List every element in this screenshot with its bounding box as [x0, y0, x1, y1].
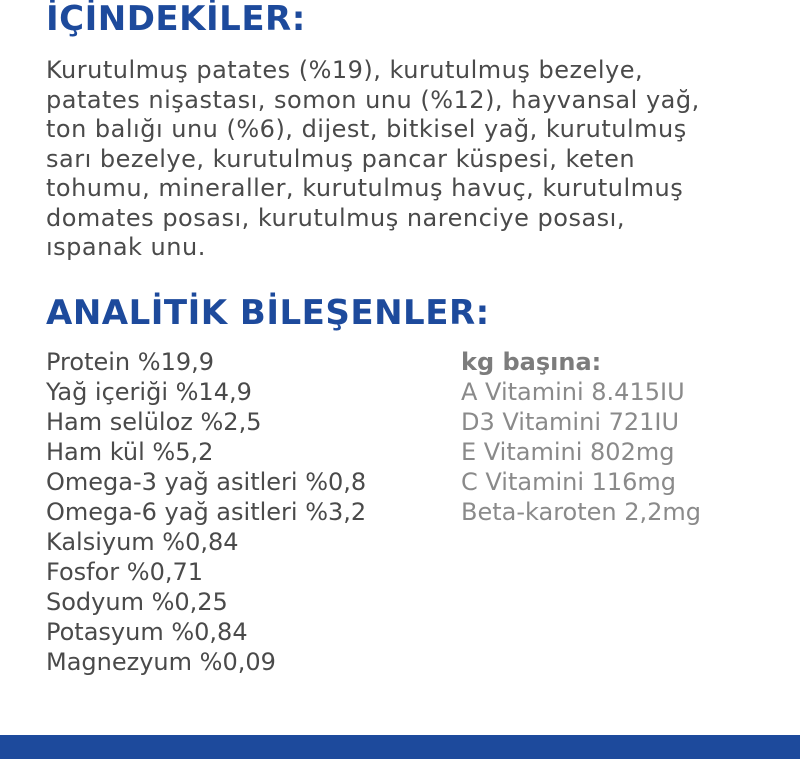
ingredients-line: tohumu, mineraller, kurutulmuş havuç, kurutulmuş — [46, 174, 684, 202]
ingredients-line: sarı bezelye, kurutulmuş pancar küspesi, keten — [46, 144, 636, 173]
analytic-item: Omega-3 yağ asitleri %0,8 — [46, 468, 367, 496]
analytic-item: Ham kül %5,2 — [46, 438, 214, 466]
per-kg-heading: kg başına: — [461, 348, 602, 376]
analytics-heading: ANALİTİK BİLEŞENLER: — [46, 293, 490, 333]
analytic-item: Sodyum %0,25 — [46, 588, 228, 616]
ingredients-line: domates posası, kurutulmuş narenciye posası, — [46, 203, 625, 232]
footer-bar — [0, 735, 800, 759]
vitamin-item: E Vitamini 802mg — [461, 438, 675, 466]
analytic-item: Protein %19,9 — [46, 348, 214, 376]
analytic-item: Ham selüloz %2,5 — [46, 408, 262, 436]
analytics-right-list — [461, 347, 701, 527]
ingredients-heading: İÇİNDEKİLER: — [46, 0, 306, 39]
vitamin-item: C Vitamini 116mg — [461, 468, 677, 496]
analytic-item: Kalsiyum %0,84 — [46, 528, 239, 556]
ingredients-line: Kurutulmuş patates (%19), kurutulmuş bezelye, — [46, 56, 644, 84]
analytic-item: Magnezyum %0,09 — [46, 648, 276, 676]
analytic-item: Fosfor %0,71 — [46, 558, 204, 586]
analytic-item: Yağ içeriği %14,9 — [46, 378, 252, 406]
ingredients-line: ıspanak unu. — [46, 233, 206, 261]
vitamin-item: D3 Vitamini 721IU — [461, 408, 680, 436]
vitamin-item: A Vitamini 8.415IU — [461, 378, 685, 406]
analytic-item: Omega-6 yağ asitleri %3,2 — [46, 498, 367, 526]
analytic-item: Potasyum %0,84 — [46, 618, 248, 646]
vitamin-item: Beta-karoten 2,2mg — [461, 498, 702, 526]
ingredients-text — [46, 56, 786, 263]
ingredients-line: patates nişastası, somon unu (%12), hayvansal yağ, — [46, 85, 700, 114]
ingredients-line: ton balığı unu (%6), dijest, bitkisel yağ, kurutulmuş — [46, 115, 687, 143]
analytics-left-list — [46, 347, 366, 677]
